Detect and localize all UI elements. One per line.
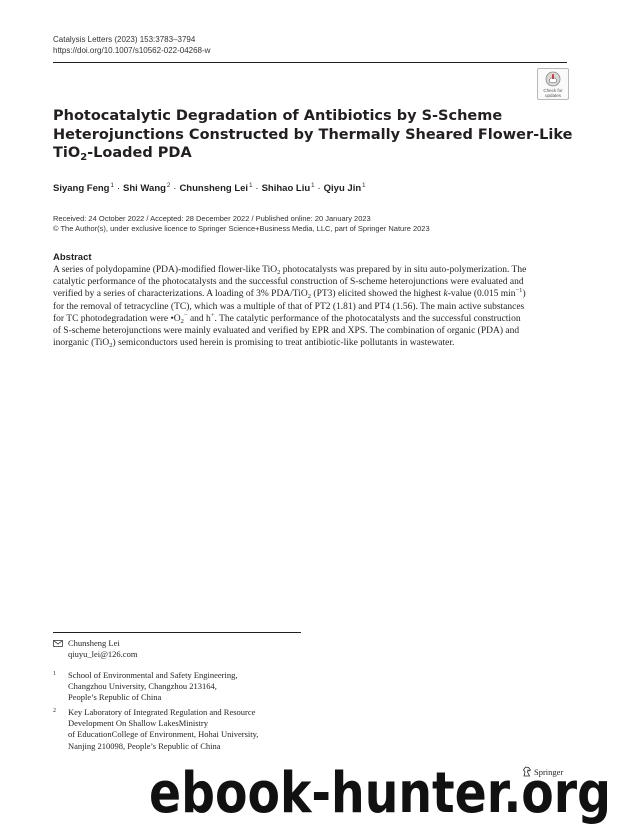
- watermark: [140, 768, 620, 824]
- author-name[interactable]: Siyang Feng: [53, 183, 110, 194]
- history-dates: Received: 24 October 2022 / Accepted: 28 December 2022 / Published online: 20 January 2023: [53, 214, 371, 223]
- copyright-notice: © The Author(s), under exclusive licence to Springer Science+Business Media, LLC, part of Springer Nature 2023: [53, 224, 430, 233]
- title-line: Heterojunctions Constructed by Thermally Sheared Flower-Like: [53, 126, 573, 143]
- abstract-line: for the removal of tetracycline (TC), which was a multiple of that of PT2 (1.81) and PT4 (1.56). The main active substances: [53, 301, 525, 312]
- badge-label: Check for updates: [543, 88, 563, 98]
- svg-text:ebook-hunter.org: ebook-hunter.org: [149, 768, 611, 824]
- author-affiliation-mark: 1: [110, 183, 114, 189]
- affiliation-line: School of Environmental and Safety Engineering,: [68, 670, 238, 680]
- abstract-line: for TC photodegradation were $•O_2^-$ and h+. The catalytic performance of the photocatalysts and the successful construction: [53, 311, 521, 325]
- author-separator: ·: [255, 183, 259, 194]
- title-line: TiO$_2$-Loaded PDA: [53, 145, 192, 163]
- author-list: [53, 180, 513, 195]
- abstract-line: of S-scheme heterojunctions were mainly evaluated and verified by EPR and XPS. The combination of organic (PDA) and: [53, 326, 520, 337]
- author-name[interactable]: Chunsheng Lei: [179, 183, 249, 194]
- abstract-text: [53, 264, 567, 349]
- abstract-line: inorganic (TiO$_2$) semiconductors used herein is promising to treat antibiotic-like pollutants in wastewater.: [53, 338, 455, 350]
- corresponding-author-name: Chunsheng Lei: [68, 638, 120, 648]
- affiliation-line: Key Laboratory of Integrated Regulation and Resource: [68, 707, 256, 717]
- author-name[interactable]: Qiyu Jin: [323, 183, 362, 194]
- abstract-line: verified by a series of characterizations. A loading of 3% PDA/TiO$_2$ (PT3) elicited showed the highest k-value (0.015 $\min^{-1}$): [53, 287, 526, 301]
- header-rule: [53, 62, 567, 63]
- watermark-text: [145, 768, 615, 824]
- affiliation-line: of EducationCollege of Environment, Hohai University,: [68, 729, 259, 740]
- author-name[interactable]: Shihao Liu: [261, 183, 311, 194]
- affiliation-line: Changzhou University, Changzhou 213164,: [68, 681, 217, 692]
- affiliation-line: Development On Shallow LakesMinistry: [68, 718, 208, 729]
- affiliation-line: Nanjing 210098, People’s Republic of China: [68, 740, 221, 751]
- abstract-line: A series of polydopamine (PDA)-modified flower-like TiO$_2$ photocatalysts was prepared by in situ auto-polymerization. The: [53, 265, 527, 276]
- title-line: Photocatalytic Degradation of Antibiotics by S-Scheme: [53, 108, 503, 124]
- affiliation-number: 2: [53, 708, 56, 714]
- author-affiliation-mark: 1: [249, 183, 253, 189]
- author-name[interactable]: Shi Wang: [123, 183, 166, 194]
- author-separator: ·: [317, 183, 321, 194]
- check-for-updates-badge[interactable]: [537, 68, 569, 100]
- footnote-rule: [53, 632, 301, 633]
- doi-link[interactable]: https://doi.org/10.1007/s10562-022-04268-w: [53, 46, 211, 55]
- publisher-name: Springer: [534, 766, 564, 777]
- corresponding-author-email[interactable]: qiuyu_lei@126.com: [68, 649, 138, 659]
- author-separator: ·: [116, 183, 120, 194]
- author-affiliation-mark: 2: [166, 183, 171, 189]
- abstract-line: catalytic performance of the photocatalysts and the successful construction of S-scheme heterojunctions were evaluated and: [53, 277, 524, 288]
- journal-citation: Catalysis Letters (2023) 153:3783–3794: [53, 35, 196, 44]
- author-affiliation-mark: 1: [311, 183, 315, 189]
- article-title: [53, 107, 573, 168]
- check-updates-icon: [545, 71, 561, 87]
- envelope-icon: [53, 640, 63, 647]
- abstract-heading: Abstract: [53, 252, 92, 263]
- publication-dates: [53, 214, 553, 234]
- journal-header: [53, 34, 473, 56]
- affiliation-number: 1: [53, 671, 56, 677]
- author-affiliation-mark: 1: [362, 183, 366, 189]
- affiliation-line: People’s Republic of China: [68, 692, 162, 703]
- author-separator: ·: [173, 183, 177, 194]
